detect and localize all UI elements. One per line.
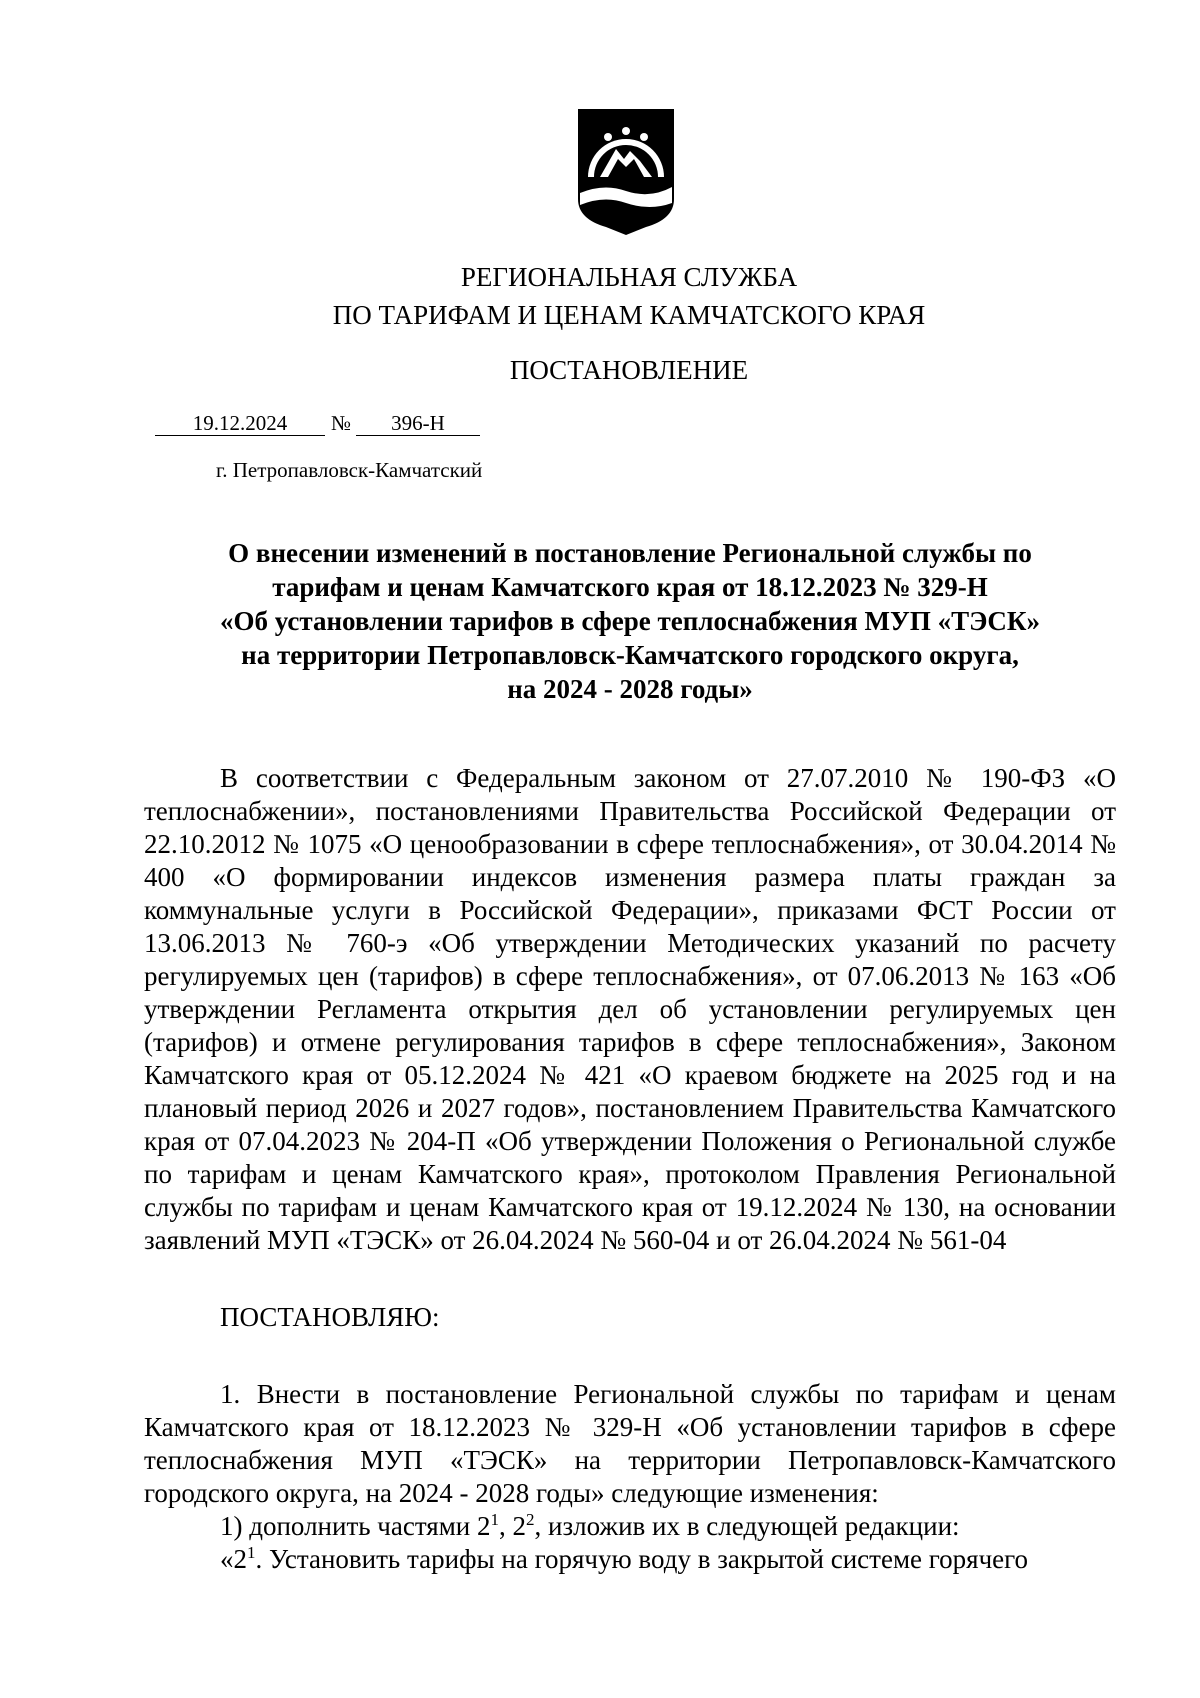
document-date: 19.12.2024 <box>155 411 325 436</box>
sub-item-1-text-b: , 2 <box>499 1511 527 1541</box>
sub-item-1-sup-1: 1 <box>490 1510 500 1529</box>
sub-item-1-sup-2: 2 <box>526 1510 535 1529</box>
decree-word: ПОСТАНОВЛЯЮ: <box>220 1302 440 1332</box>
org-name-line-1: РЕГИОНАЛЬНАЯ СЛУЖБА <box>460 262 798 292</box>
sub-item-1-text-c: , изложив их в следующей редакции: <box>534 1511 960 1541</box>
title-line-4: на территории Петропавловск-Камчатского городского округа, <box>241 640 1019 670</box>
org-name <box>0 258 1200 334</box>
quote-sup: 1 <box>247 1543 256 1562</box>
quote-text-a: «2 <box>220 1544 247 1574</box>
city-name: г. Петропавловск-Камчатский <box>216 458 483 482</box>
title-line-5: на 2024 - 2028 годы» <box>507 674 753 704</box>
document-body <box>144 762 1116 1576</box>
title-line-2: тарифам и ценам Камчатского края от 18.12.2023 № 329-Н <box>272 572 988 602</box>
kamchatka-coat-of-arms-icon <box>574 107 678 239</box>
number-sign: № <box>330 411 352 435</box>
item-1-paragraph: 1. Внести в постановление Региональной службы по тарифам и ценам Камчатского края от 18.12.2023 № 329-Н «Об установлении тарифов в сфере теплоснабжения МУП «ТЭСК» на территории Петропавловск-Камчатского городского округа, на 2024 - 2028 годы» следующие изменения: <box>144 1379 1116 1508</box>
quote-text-b: . Установить тарифы на горячую воду в закрытой системе горячего <box>255 1544 1029 1574</box>
document-title <box>130 536 1130 706</box>
document-number: 396-Н <box>356 411 480 436</box>
preamble-paragraph: В соответствии с Федеральным законом от 27.07.2010 № 190-ФЗ «О теплоснабжении», постановлениями Правительства Российской Федерации от 22.10.2012 № 1075 «О ценообразовании в сфере теплоснабжения», от 30.04.2014 № 400 «О формировании индексов изменения размера платы граждан за коммунальные услуги в Российской Федерации», приказами ФСТ России от 13.06.2013 № 760-э «Об утверждении Методических указаний по расчету регулируемых цен (тарифов) в сфере теплоснабжения», от 07.06.2013 № 163 «Об утверждении Регламента открытия дел об установлении регулируемых цен (тарифов) и отмене регулирования тарифов в сфере теплоснабжения», Законом Камчатского края от 05.12.2024 № 421 «О краевом бюджете на 2025 год и на плановый период 2026 и 2027 годов», постановлением Правительства Камчатского края от 07.04.2023 № 204-П «Об утверждении Положения о Региональной службе по тарифам и ценам Камчатского края», протоколом Правления Региональной службы по тарифам и ценам Камчатского края от 19.12.2024 № 130, на основании заявлений МУП «ТЭСК» от 26.04.2024 № 560-04 и от 26.04.2024 № 561-04 <box>144 763 1116 1255</box>
sub-item-1-text-a: 1) дополнить частями 2 <box>220 1511 491 1541</box>
title-line-1: О внесении изменений в постановление Региональной службы по <box>228 538 1032 568</box>
sub-item-1 <box>220 1510 1116 1543</box>
title-line-3: «Об установлении тарифов в сфере теплоснабжения МУП «ТЭСК» <box>220 606 1040 636</box>
org-name-line-2: ПО ТАРИФАМ И ЦЕНАМ КАМЧАТСКОГО КРАЯ <box>332 300 926 330</box>
quote-paragraph <box>220 1543 1116 1576</box>
document-type: ПОСТАНОВЛЕНИЕ <box>509 355 749 385</box>
